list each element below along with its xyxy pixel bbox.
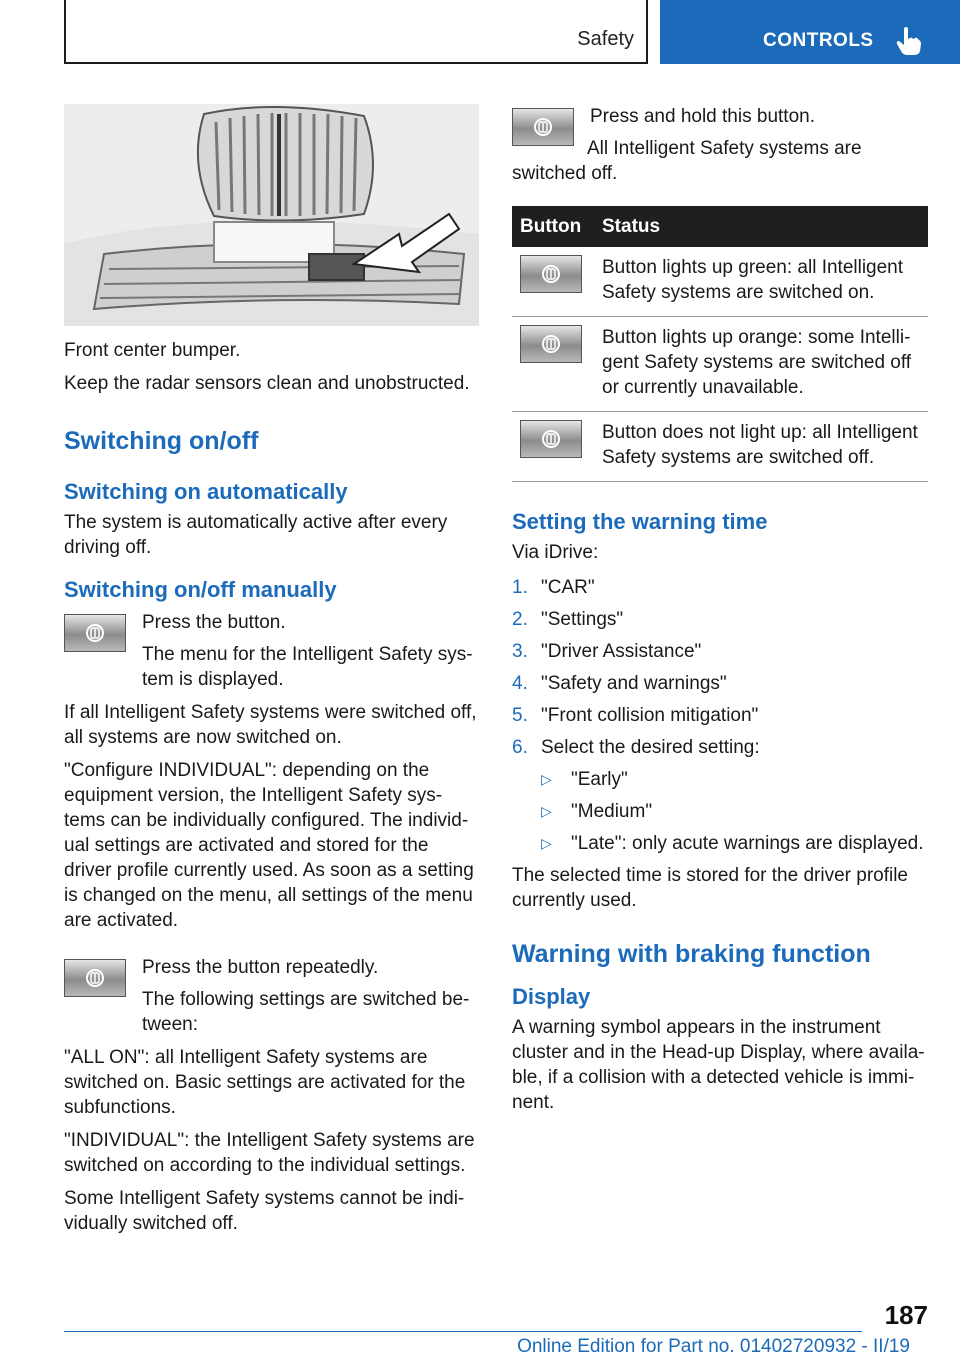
front-bumper-radar-photo [64, 104, 479, 326]
press-button-text: Press the button. [142, 612, 286, 633]
table-cell-icon [512, 317, 594, 412]
edition-footer: Online Edition for Part no. 01402720932 - II/19 [517, 1336, 910, 1357]
step-number: 1. [512, 577, 528, 598]
photo-caption: Front center bumper. [64, 340, 241, 361]
step-number: 5. [512, 705, 528, 726]
page-number: 187 [884, 1300, 928, 1330]
option-text: "Medium" [571, 801, 653, 822]
triangle-bullet-icon: ▷ [541, 803, 552, 819]
radar-note: Keep the radar sensors clean and unobstructed. [64, 373, 470, 394]
stored-text: The selected time is stored for the driver profile currently used. [512, 865, 909, 911]
table-row [512, 317, 928, 412]
intelligent-safety-button-icon [520, 420, 582, 458]
list-item [512, 607, 927, 632]
step-text: Select the desired setting: [541, 737, 760, 758]
all-switched-off-text: All Intelligent Safety systems are switched off. [512, 138, 862, 184]
step-text: "CAR" [541, 577, 595, 598]
table-cell-status: Button does not light up: all Intelligent Safety systems are switched off. [594, 412, 928, 482]
list-item [512, 671, 927, 696]
header-section-box [64, 0, 648, 64]
press-hold-text: Press and hold this button. [590, 106, 815, 127]
settings-switched-line: The following settings are switched be-tween: [142, 989, 470, 1035]
auto-text: The system is automatically active after every driving off. [64, 512, 448, 558]
left-column [64, 104, 479, 1236]
heading-display: Display [512, 984, 591, 1009]
list-item [541, 831, 927, 856]
intelligent-safety-button-icon [512, 108, 574, 146]
list-item [512, 575, 927, 600]
paragraph-cannot-switch-off: Some Intelligent Safety systems cannot be indi-vidually switched off. [64, 1188, 465, 1234]
chapter-title: CONTROLS [763, 30, 874, 51]
table-cell-status: Button lights up green: all Intelligent Safety systems are switched on. [594, 247, 928, 317]
step-text: "Front collision mitigation" [541, 705, 759, 726]
heading-switching-on-automatically: Switching on automatically [64, 479, 348, 504]
step-number: 4. [512, 673, 528, 694]
option-text: "Early" [571, 769, 628, 790]
paragraph-all-on-mode: "ALL ON": all Intelligent Safety systems are switched on. Basic settings are activated for the subfunctions. [64, 1047, 466, 1118]
step-number: 3. [512, 641, 528, 662]
paragraph-all-on: If all Intelligent Safety systems were switched off, all systems are now switched on. [64, 702, 477, 748]
list-item [541, 767, 927, 792]
step-number: 6. [512, 737, 528, 758]
triangle-bullet-icon: ▷ [541, 835, 552, 851]
table-cell-status: Button lights up orange: some Intelli-gent Safety systems are switched off or currently unavailable. [594, 317, 928, 412]
intelligent-safety-button-icon [520, 325, 582, 363]
intelligent-safety-button-icon [520, 255, 582, 293]
table-header-button: Button [512, 206, 594, 247]
section-title: Safety [577, 28, 634, 50]
list-item [512, 639, 927, 664]
display-text: A warning symbol appears in the instrument cluster and in the Head-up Display, where availa-ble, if a collision with a detected vehicle is immi-nent. [512, 1017, 925, 1113]
intelligent-safety-button-icon [64, 959, 126, 997]
hand-pointer-icon [896, 26, 922, 56]
table-row [512, 412, 928, 482]
step-number: 2. [512, 609, 528, 630]
step-text: "Safety and warnings" [541, 673, 727, 694]
table-header-status: Status [594, 206, 928, 247]
press-button-instruction [64, 610, 479, 670]
heading-warning-braking: Warning with braking function [512, 940, 871, 968]
press-repeatedly-instruction [64, 955, 479, 1015]
paragraph-configure-individual: "Configure INDIVIDUAL": depending on the equipment version, the Intelligent Safety sys-tems can be individually configured. The individ-ual settings are activated and stored for the driver profile currently used. As soon as a setting is changed on the menu, all settings of the menu are activated. [64, 760, 474, 931]
list-item [512, 703, 927, 728]
option-text: "Late": only acute warnings are displayed. [571, 833, 924, 854]
heading-switching-on-off: Switching on/off [64, 427, 259, 455]
header-chapter-tab [660, 0, 960, 64]
list-item [512, 735, 927, 856]
list-item [541, 799, 927, 824]
triangle-bullet-icon: ▷ [541, 771, 552, 787]
footer-divider [64, 1331, 862, 1332]
setting-options-list [541, 767, 927, 856]
via-idrive: Via iDrive: [512, 542, 599, 563]
paragraph-individual-mode: "INDIVIDUAL": the Intelligent Safety systems are switched on according to the individual settings. [64, 1130, 475, 1176]
idrive-steps-list [512, 575, 927, 856]
table-cell-icon [512, 247, 594, 317]
table-row [512, 247, 928, 317]
press-repeatedly-text: Press the button repeatedly. [142, 957, 379, 978]
heading-switching-manually: Switching on/off manually [64, 577, 337, 602]
intelligent-safety-button-icon [64, 614, 126, 652]
button-status-table [512, 206, 928, 482]
step-text: "Driver Assistance" [541, 641, 702, 662]
step-text: "Settings" [541, 609, 624, 630]
heading-setting-warning-time: Setting the warning time [512, 509, 768, 534]
right-column [512, 104, 927, 1115]
menu-displayed-line: The menu for the Intelligent Safety sys-tem is displayed. [142, 644, 473, 690]
table-cell-icon [512, 412, 594, 482]
press-hold-instruction [512, 104, 927, 164]
